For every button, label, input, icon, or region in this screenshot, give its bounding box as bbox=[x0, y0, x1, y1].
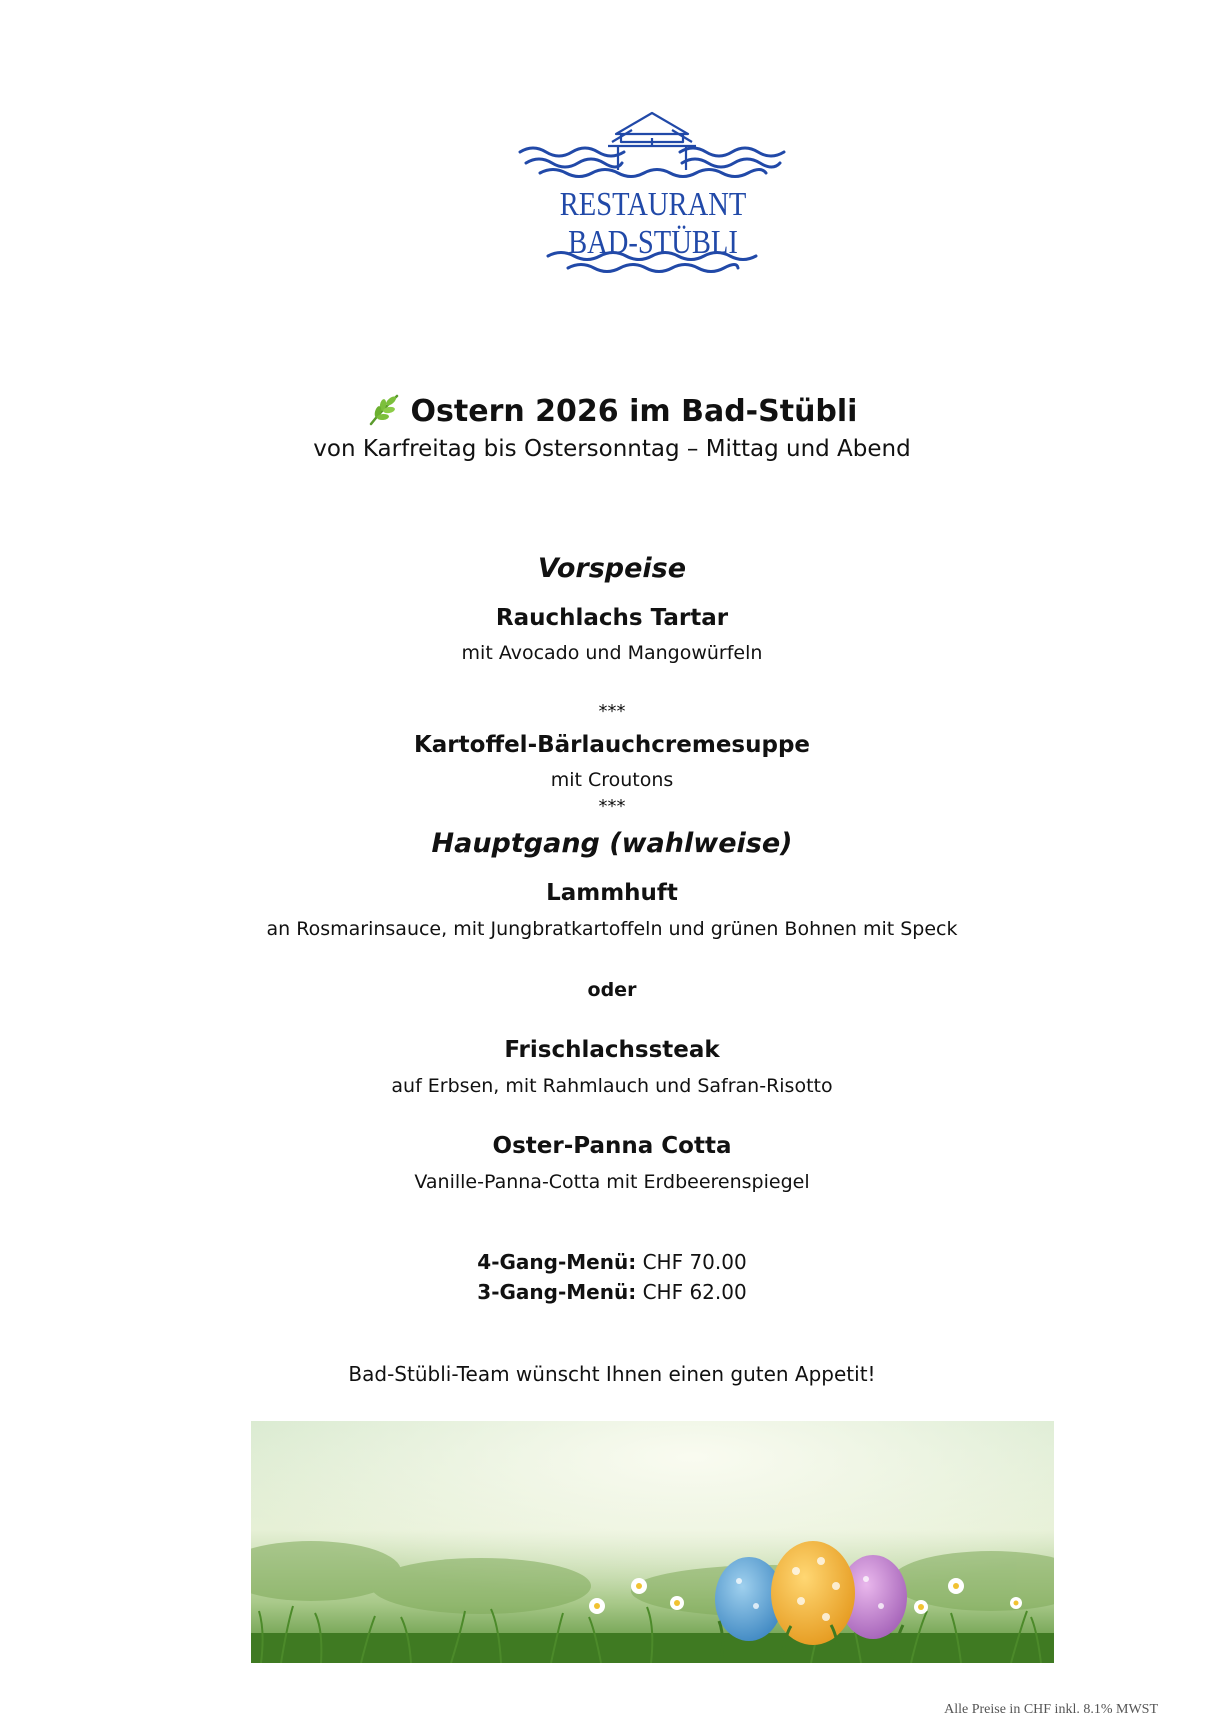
price-four-course bbox=[0, 1250, 1224, 1274]
restaurant-logo bbox=[518, 108, 788, 283]
course-heading-starter: Vorspeise bbox=[537, 553, 687, 584]
leaf-icon bbox=[367, 391, 403, 427]
logo-restaurant-text: RESTAURANT bbox=[559, 186, 747, 223]
dish-desc-dessert: Vanille-Panna-Cotta mit Erdbeerenspiegel bbox=[414, 1171, 810, 1193]
closing-text: Bad-Stübli-Team wünscht Ihnen einen guten Appetit! bbox=[348, 1362, 876, 1386]
dish-desc-starter1: mit Avocado und Mangowürfeln bbox=[461, 642, 763, 664]
dish-desc-main2: auf Erbsen, mit Rahmlauch und Safran-Risotto bbox=[391, 1075, 833, 1097]
dish-name-starter2: Kartoffel-Bärlauchcremesuppe bbox=[413, 732, 811, 758]
dish-name-main1: Lammhuft bbox=[546, 880, 678, 906]
or-label: oder bbox=[587, 979, 637, 1001]
dish-desc-starter2: mit Croutons bbox=[550, 769, 674, 791]
title-text: Ostern 2026 im Bad-Stübli bbox=[410, 394, 858, 429]
price-footnote: Alle Preise in CHF inkl. 8.1% MWST bbox=[944, 1702, 1158, 1717]
subtitle: von Karfreitag bis Ostersonntag – Mittag und Abend bbox=[313, 436, 911, 462]
easter-eggs-banner-image bbox=[251, 1421, 1054, 1663]
price-three-course bbox=[0, 1280, 1224, 1304]
price-three-course-label: 3-Gang-Menü: bbox=[477, 1280, 637, 1304]
page-title bbox=[0, 391, 1224, 430]
course-heading-main: Hauptgang (wahlweise) bbox=[431, 828, 793, 859]
dish-name-main2: Frischlachssteak bbox=[504, 1037, 720, 1063]
price-four-course-value: CHF 70.00 bbox=[636, 1250, 747, 1274]
price-four-course-label: 4-Gang-Menü: bbox=[477, 1250, 637, 1274]
dish-name-starter1: Rauchlachs Tartar bbox=[495, 605, 729, 631]
dish-name-dessert: Oster-Panna Cotta bbox=[492, 1133, 732, 1159]
price-three-course-value: CHF 62.00 bbox=[636, 1280, 747, 1304]
dish-desc-main1: an Rosmarinsauce, mit Jungbratkartoffeln und grünen Bohnen mit Speck bbox=[266, 918, 958, 940]
separator-2: *** bbox=[598, 796, 626, 817]
logo-name-text: BAD-STÜBLI bbox=[568, 224, 738, 261]
separator-1: *** bbox=[598, 701, 626, 722]
